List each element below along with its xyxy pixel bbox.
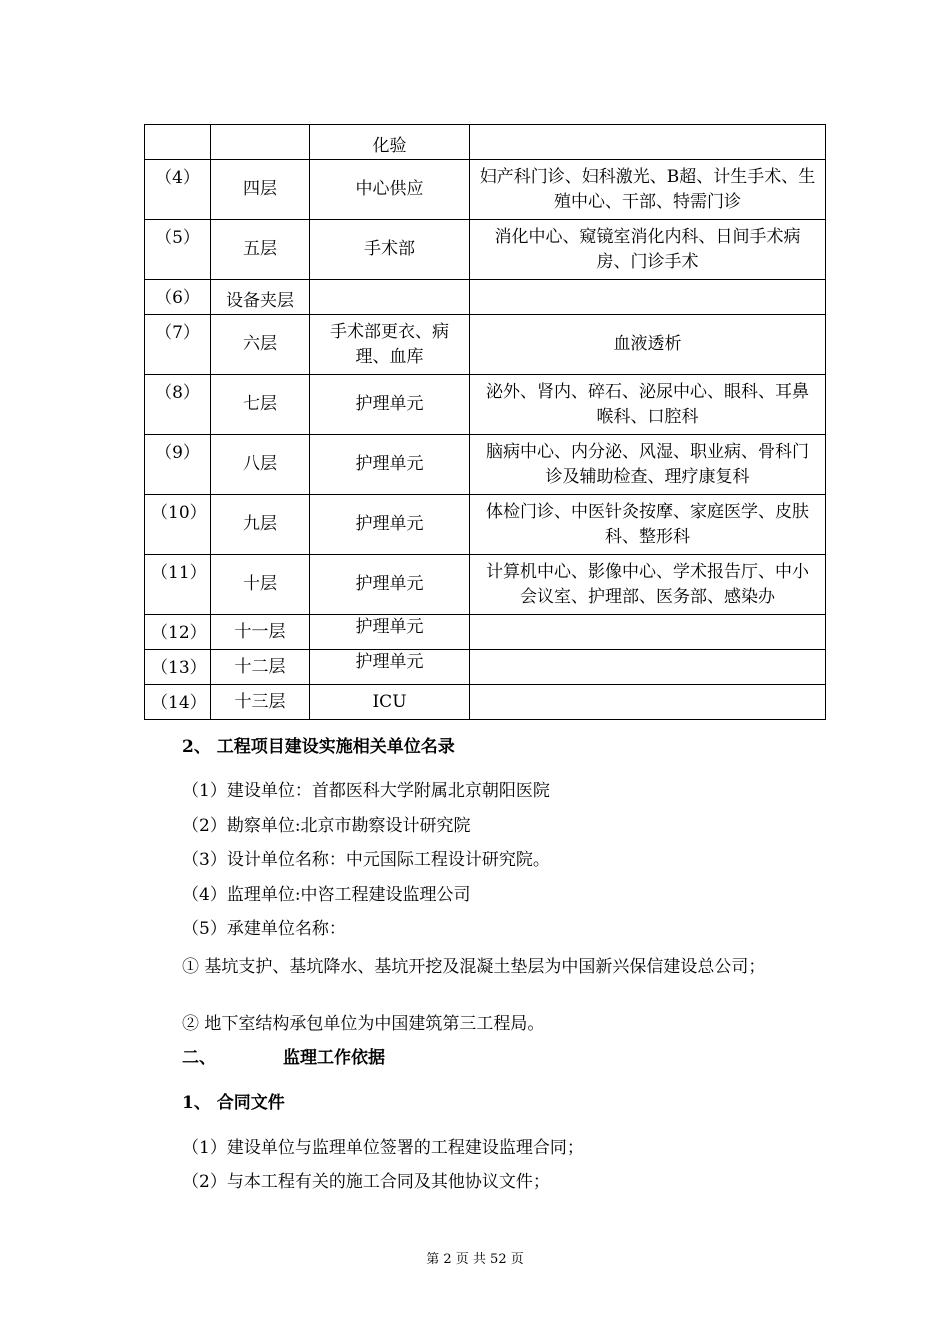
table-row [145, 435, 826, 495]
function-cell: 手术部更衣、病理、血库 [310, 315, 470, 375]
row-number-cell: （4） [145, 160, 211, 220]
floor-cell: 十三层 [211, 685, 310, 720]
row-number-cell: （7） [145, 315, 211, 375]
section-heading-units: 2、 工程项目建设实施相关单位名录 [182, 737, 455, 757]
function-cell: 护理单元 [310, 555, 470, 615]
row-number-cell: （10） [145, 495, 211, 555]
list-item: （2）勘察单位:北京市勘察设计研究院 [182, 816, 471, 836]
departments-cell: 体检门诊、中医针灸按摩、家庭医学、皮肤科、整形科 [470, 495, 826, 555]
table-row [145, 685, 826, 720]
function-cell: ICU [310, 685, 470, 720]
contractor-paragraph: ② 地下室结构承包单位为中国建筑第三工程局。 [182, 1014, 545, 1034]
list-item: （4）监理单位:中咨工程建设监理公司 [182, 885, 471, 905]
row-number-cell: （13） [145, 650, 211, 685]
table-row [145, 315, 826, 375]
floor-cell: 五层 [211, 220, 310, 280]
floor-cell: 八层 [211, 435, 310, 495]
list-item: （2）与本工程有关的施工合同及其他协议文件； [182, 1172, 550, 1192]
departments-cell: 泌外、肾内、碎石、泌尿中心、眼科、耳鼻喉科、口腔科 [470, 375, 826, 435]
function-cell: 化验 [310, 125, 470, 160]
list-item: （5）承建单位名称： [182, 919, 346, 939]
row-number-cell: （9） [145, 435, 211, 495]
row-number-cell: （6） [145, 280, 211, 315]
list-item: （1）建设单位：首都医科大学附属北京朝阳医院 [182, 781, 550, 801]
contractor-paragraph: ① 基坑支护、基坑降水、基坑开挖及混凝土垫层为中国新兴保信建设总公司； [182, 957, 766, 977]
table-row [145, 125, 826, 160]
floor-cell: 六层 [211, 315, 310, 375]
row-number-cell: （5） [145, 220, 211, 280]
floor-cell: 四层 [211, 160, 310, 220]
floor-cell: 九层 [211, 495, 310, 555]
departments-cell: 妇产科门诊、妇科激光、B超、计生手术、生殖中心、干部、特需门诊 [470, 160, 826, 220]
table-row [145, 495, 826, 555]
floor-cell: 设备夹层 [211, 280, 310, 315]
list-item: （1）建设单位与监理单位签署的工程建设监理合同； [182, 1138, 584, 1158]
departments-cell: 脑病中心、内分泌、风湿、职业病、骨科门诊及辅助检查、理疗康复科 [470, 435, 826, 495]
function-cell: 护理单元 [310, 650, 470, 685]
function-cell: 护理单元 [310, 615, 470, 650]
function-cell [310, 280, 470, 315]
departments-cell [470, 685, 826, 720]
floor-cell: 十二层 [211, 650, 310, 685]
table-row [145, 375, 826, 435]
list-item: （3）设计单位名称：中元国际工程设计研究院。 [182, 850, 550, 870]
row-number-cell: （14） [145, 685, 211, 720]
departments-cell: 消化中心、窥镜室消化内科、日间手术病房、门诊手术 [470, 220, 826, 280]
floor-cell: 十层 [211, 555, 310, 615]
table-row [145, 555, 826, 615]
chapter-title: 监理工作依据 [283, 1048, 385, 1068]
departments-cell [470, 650, 826, 685]
page-footer: 第 2 页 共 52 页 [426, 1252, 524, 1267]
departments-cell [470, 280, 826, 315]
function-cell: 护理单元 [310, 495, 470, 555]
function-cell: 手术部 [310, 220, 470, 280]
departments-cell [470, 125, 826, 160]
departments-cell [470, 615, 826, 650]
floor-cell: 十一层 [211, 615, 310, 650]
departments-cell: 计算机中心、影像中心、学术报告厅、中小会议室、护理部、医务部、感染办 [470, 555, 826, 615]
table-row [145, 280, 826, 315]
table-row [145, 650, 826, 685]
departments-cell: 血液透析 [470, 315, 826, 375]
function-cell: 护理单元 [310, 375, 470, 435]
row-number-cell [145, 125, 211, 160]
floor-cell: 七层 [211, 375, 310, 435]
table-row [145, 615, 826, 650]
table-row [145, 220, 826, 280]
row-number-cell: （12） [145, 615, 211, 650]
floor-cell [211, 125, 310, 160]
row-number-cell: （8） [145, 375, 211, 435]
row-number-cell: （11） [145, 555, 211, 615]
table-row [145, 160, 826, 220]
function-cell: 护理单元 [310, 435, 470, 495]
floor-function-table [144, 124, 826, 720]
function-cell: 中心供应 [310, 160, 470, 220]
subsection-heading-contracts: 1、 合同文件 [182, 1093, 285, 1113]
chapter-number: 二、 [182, 1048, 216, 1068]
